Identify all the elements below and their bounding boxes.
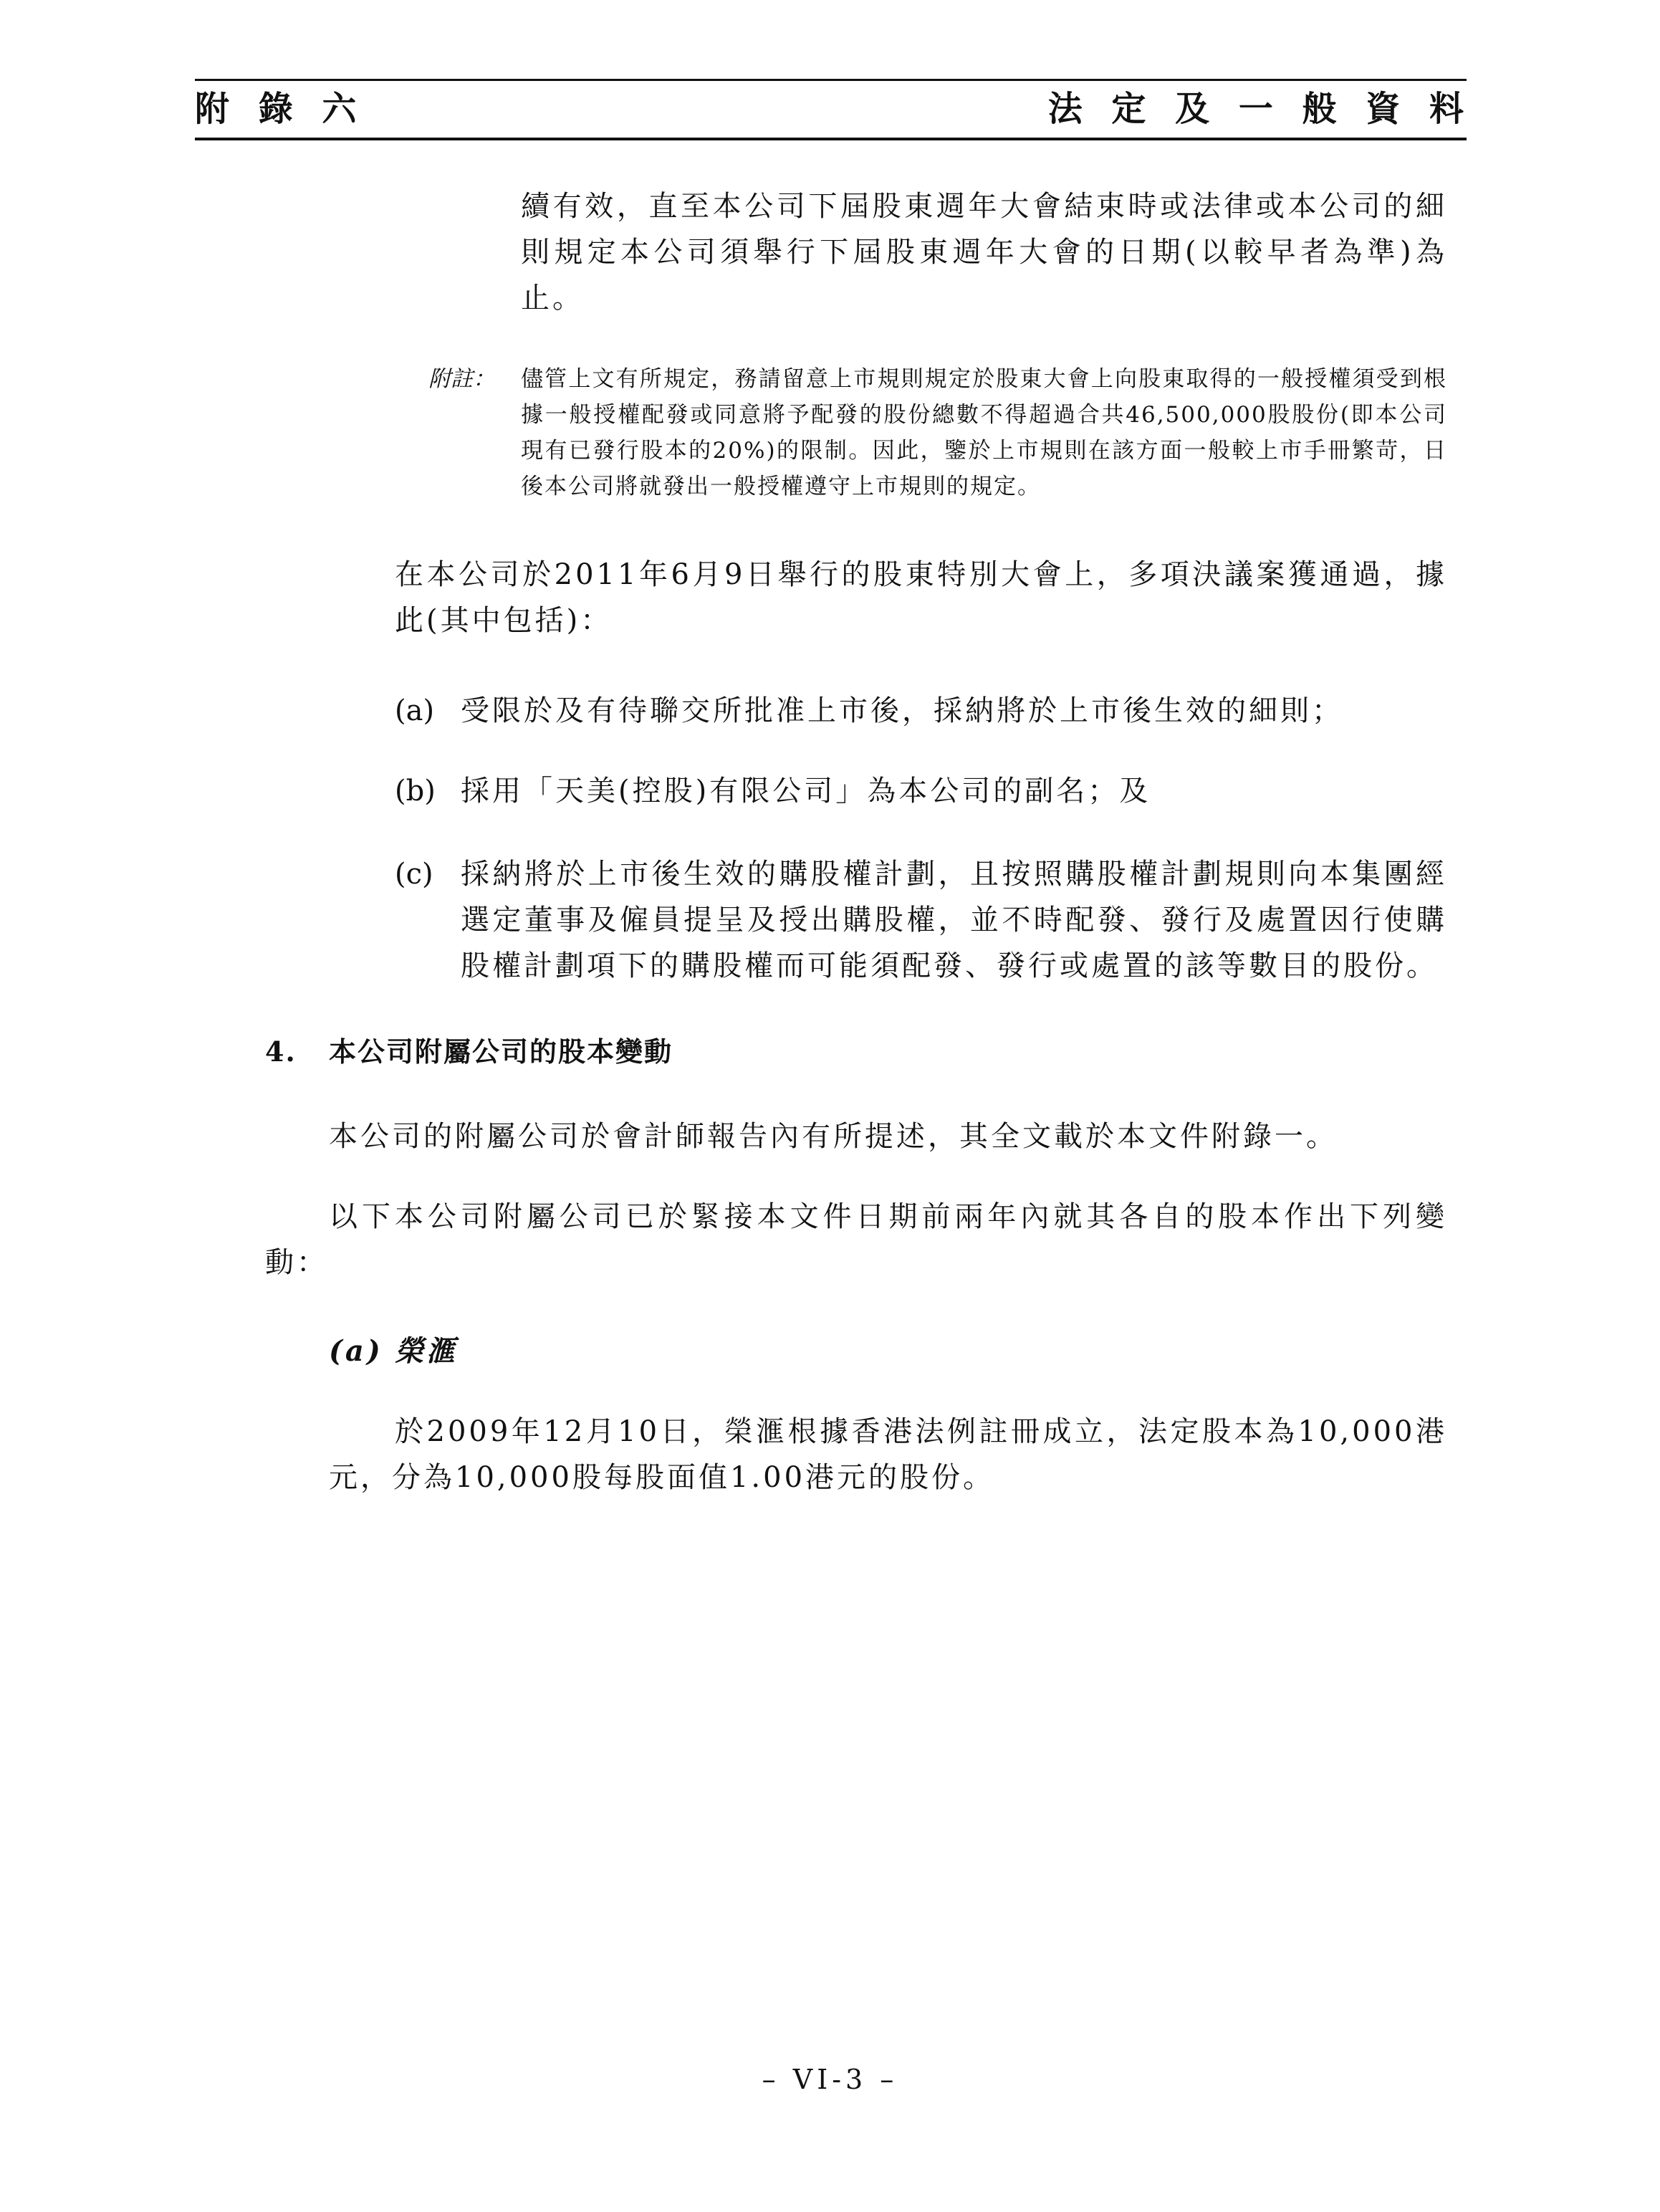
note-text: 儘管上文有所規定，務請留意上市規則規定於股東大會上向股東取得的一般授權須受到根據一般授權配發或同意將予配發的股份總數不得超過合共46,500,000股股份(即本公司現有已發行股本的20%)的限制。因此，鑒於上市規則在該方面一般較上市手冊繁苛，日後本公司將就發出一般授權遵守上市規則的規定。 — [521, 366, 1447, 499]
header-section-title: 法 定 及 一 般 資 料 — [1047, 89, 1472, 129]
item-b-label: (b) — [395, 775, 436, 808]
item-a-label: (a) — [395, 694, 435, 727]
item-a-text: 受限於及有待聯交所批准上市後，採納將於上市後生效的細則； — [461, 694, 1343, 727]
page-number: – VI-3 – — [762, 2064, 898, 2095]
subsection-a-paragraph: 於2009年12月10日，榮滙根據香港法例註冊成立，法定股本為10,000港元，分為10,000股每股面值1.00港元的股份。 — [329, 1415, 1447, 1494]
note-label: 附註： — [428, 366, 495, 392]
header-top-rule — [195, 79, 1467, 81]
header-appendix-title: 附 錄 六 — [195, 89, 365, 129]
subsection-a-title: 榮滙 — [395, 1334, 458, 1368]
subsection-a-label: (a) — [329, 1334, 383, 1368]
item-c-label: (c) — [395, 858, 433, 891]
item-c-text: 採納將於上市後生效的購股權計劃，且按照購股權計劃規則向本集團經選定董事及僱員提呈及授出購股權，並不時配發、發行及處置因行使購股權計劃項下的購股權而可能須配發、發行或處置的該等數目的股份。 — [461, 858, 1447, 982]
item-b-text: 採用「天美(控股)有限公司」為本公司的副名；及 — [461, 775, 1151, 808]
subsidiaries-paragraph: 本公司的附屬公司於會計師報告內有所提述，其全文載於本文件附錄一。 — [329, 1120, 1338, 1153]
section-title: 本公司附屬公司的股本變動 — [329, 1035, 673, 1068]
continuation-paragraph: 續有效，直至本公司下屆股東週年大會結束時或法律或本公司的細則規定本公司須舉行下屆股東週年大會的日期(以較早者為準)為止。 — [521, 190, 1447, 315]
egm-intro-paragraph: 在本公司於2011年6月9日舉行的股東特別大會上，多項決議案獲通過，據此(其中包括)： — [395, 558, 1447, 637]
section-number: 4. — [265, 1035, 297, 1068]
header-bottom-rule — [195, 138, 1467, 140]
changes-paragraph: 以下本公司附屬公司已於緊接本文件日期前兩年內就其各自的股本作出下列變動： — [265, 1200, 1447, 1279]
